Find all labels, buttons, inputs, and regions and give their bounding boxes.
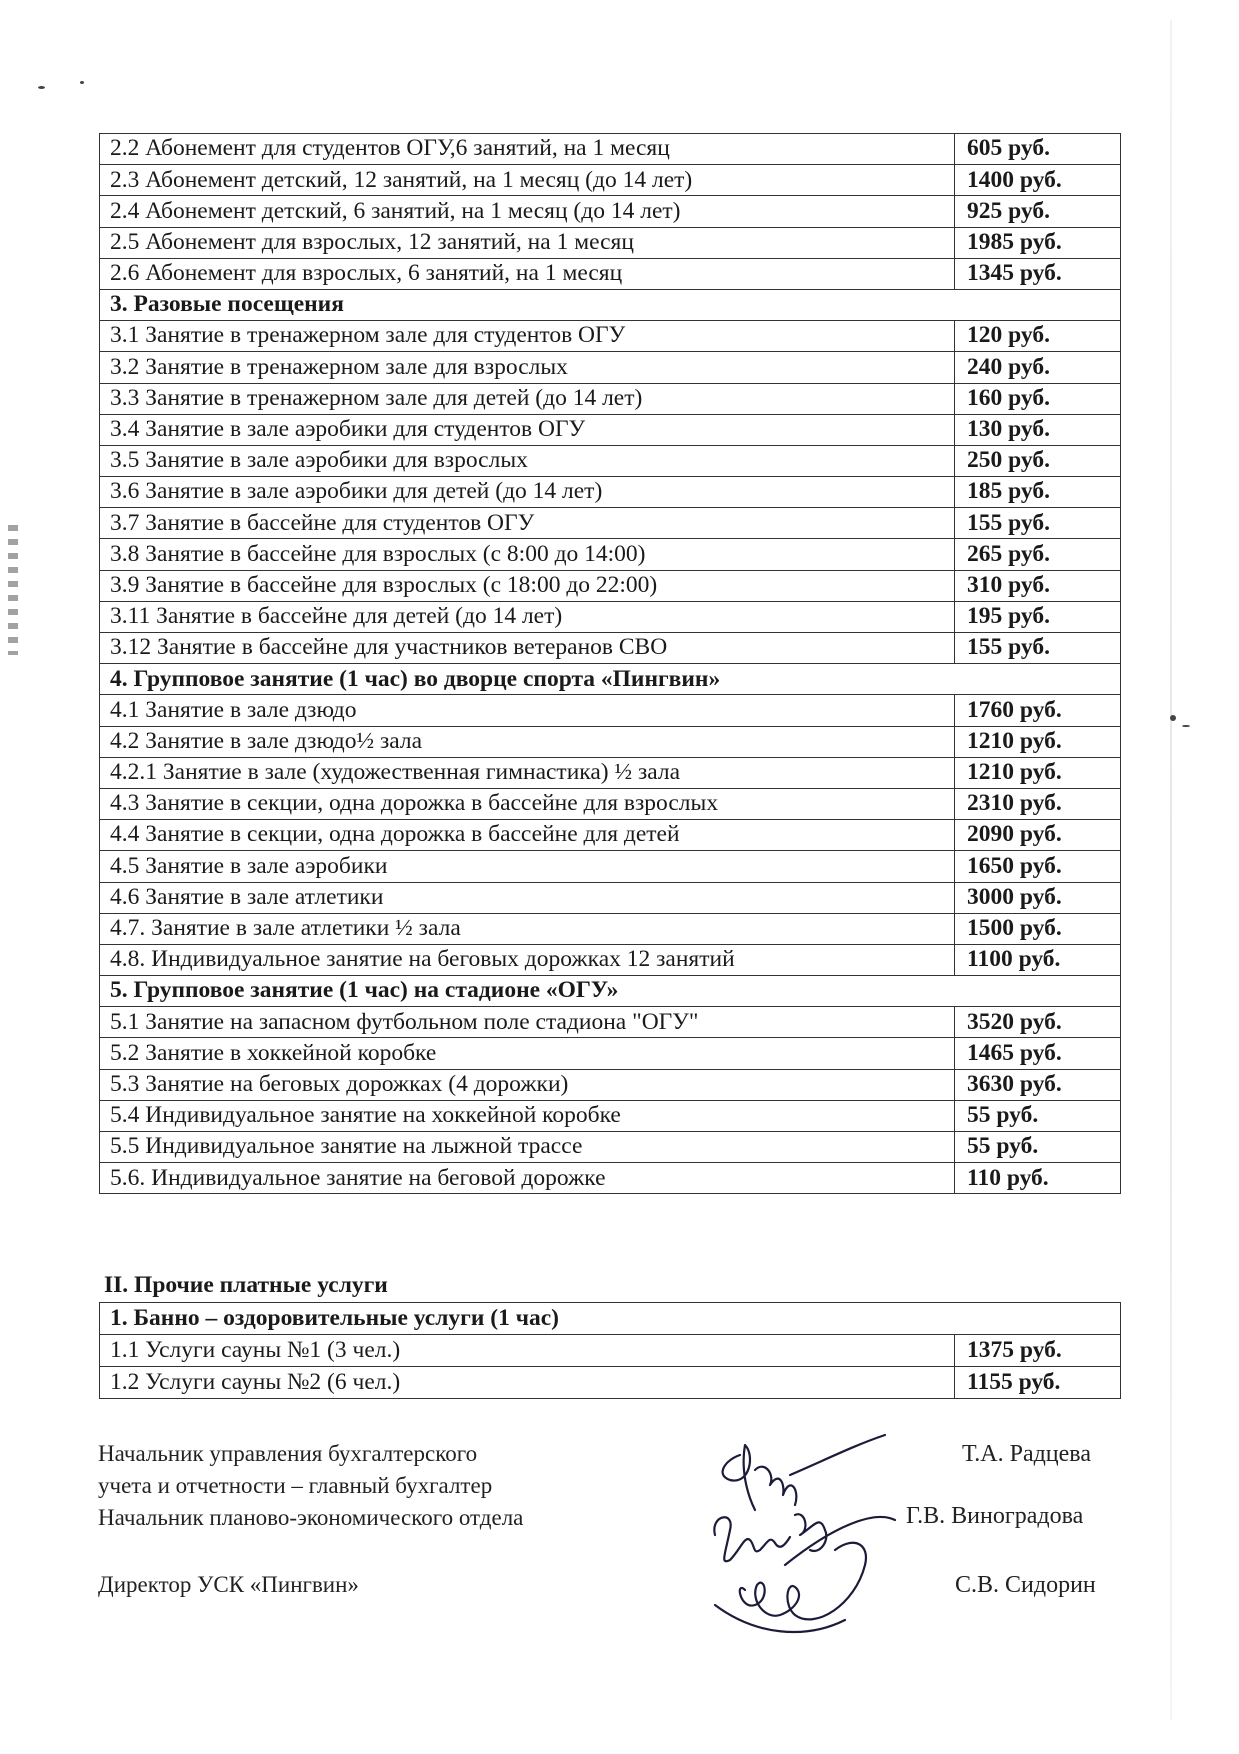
service-label: 4.6 Занятие в зале атлетики <box>100 882 955 913</box>
service-label: 2.4 Абонемент детский, 6 занятий, на 1 месяц (до 14 лет) <box>100 196 955 227</box>
service-price: 1985 руб. <box>955 227 1121 258</box>
bath-section-title: 1. Банно – оздоровительные услуги (1 час) <box>100 1303 1121 1335</box>
service-label: 4.4 Занятие в секции, одна дорожка в бассейне для детей <box>100 820 955 851</box>
service-label: 4.2 Занятие в зале дзюдо½ зала <box>100 726 955 757</box>
service-price: 195 руб. <box>955 601 1121 632</box>
service-price: 1500 руб. <box>955 913 1121 944</box>
signatory-title-line: Начальник планово-экономического отдела <box>98 1505 524 1530</box>
signature-stroke <box>755 1467 796 1505</box>
table-row <box>100 134 1121 165</box>
service-label: 2.2 Абонемент для студентов ОГУ,6 занятий, на 1 месяц <box>100 134 955 165</box>
bath-section-row <box>100 1303 1121 1335</box>
service-label: 5.1 Занятие на запасном футбольном поле стадиона "ОГУ" <box>100 1007 955 1038</box>
table-row <box>100 1132 1121 1163</box>
table-row <box>100 383 1121 414</box>
service-price: 605 руб. <box>955 134 1121 165</box>
service-label: 2.6 Абонемент для взрослых, 6 занятий, на 1 месяц <box>100 258 955 289</box>
table-row <box>100 414 1121 445</box>
service-price: 155 руб. <box>955 508 1121 539</box>
service-price: 160 руб. <box>955 383 1121 414</box>
table-row <box>100 851 1121 882</box>
table-row <box>100 508 1121 539</box>
service-label: 4.8. Индивидуальное занятие на беговых дорожках 12 занятий <box>100 944 955 975</box>
signatory-title-line: Начальник управления бухгалтерского <box>98 1441 478 1466</box>
service-label: 5.6. Индивидуальное занятие на беговой дорожке <box>100 1163 955 1194</box>
table-row <box>100 258 1121 289</box>
section-row <box>100 289 1121 320</box>
scan-speck <box>1182 725 1190 727</box>
service-label: 3.2 Занятие в тренажерном зале для взрослых <box>100 352 955 383</box>
table-row <box>100 944 1121 975</box>
table-row <box>100 227 1121 258</box>
service-label: 3.4 Занятие в зале аэробики для студентов ОГУ <box>100 414 955 445</box>
service-label: 3.5 Занятие в зале аэробики для взрослых <box>100 445 955 476</box>
scan-margin-mark <box>8 525 18 655</box>
table-row <box>100 1367 1121 1399</box>
service-label: 3.7 Занятие в бассейне для студентов ОГУ <box>100 508 955 539</box>
service-label: 3.1 Занятие в тренажерном зале для студентов ОГУ <box>100 321 955 352</box>
service-price: 185 руб. <box>955 477 1121 508</box>
table-row <box>100 477 1121 508</box>
service-label: 4.7. Занятие в зале атлетики ½ зала <box>100 913 955 944</box>
service-label: 4.1 Занятие в зале дзюдо <box>100 695 955 726</box>
section-title: 4. Групповое занятие (1 час) во дворце спорта «Пингвин» <box>100 664 1121 695</box>
table-row <box>100 570 1121 601</box>
signatory-name: Г.В. Виноградова <box>906 1503 1084 1529</box>
service-price: 130 руб. <box>955 414 1121 445</box>
signatory-name: Т.А. Радцева <box>962 1441 1091 1467</box>
service-label: 2.5 Абонемент для взрослых, 12 занятий, на 1 месяц <box>100 227 955 258</box>
part-ii-heading: II. Прочие платные услуги <box>104 1272 388 1298</box>
service-price: 1210 руб. <box>955 757 1121 788</box>
service-label: 1.2 Услуги сауны №2 (6 чел.) <box>100 1367 955 1399</box>
signature-stroke <box>740 1543 866 1620</box>
service-price: 3630 руб. <box>955 1069 1121 1100</box>
service-price: 1650 руб. <box>955 851 1121 882</box>
service-label: 3.3 Занятие в тренажерном зале для детей (до 14 лет) <box>100 383 955 414</box>
handwritten-signatures <box>695 1415 935 1645</box>
table-row <box>100 539 1121 570</box>
scan-edge <box>1170 20 1172 1720</box>
service-label: 5.3 Занятие на беговых дорожках (4 дорожки) <box>100 1069 955 1100</box>
table-row <box>100 196 1121 227</box>
service-label: 3.6 Занятие в зале аэробики для детей (до 14 лет) <box>100 477 955 508</box>
signatory-name: С.В. Сидорин <box>955 1572 1096 1598</box>
signatory-title-line: учета и отчетности – главный бухгалтер <box>98 1473 493 1498</box>
service-price: 1345 руб. <box>955 258 1121 289</box>
section-row <box>100 664 1121 695</box>
signature-stroke <box>790 1435 885 1475</box>
table-row <box>100 1335 1121 1367</box>
service-label: 4.2.1 Занятие в зале (художественная гимнастика) ½ зала <box>100 757 955 788</box>
table-row <box>100 165 1121 196</box>
table-row <box>100 1069 1121 1100</box>
service-label: 3.12 Занятие в бассейне для участников ветеранов СВО <box>100 633 955 664</box>
service-price: 1100 руб. <box>955 944 1121 975</box>
table-row <box>100 1163 1121 1194</box>
table-row <box>100 820 1121 851</box>
service-price: 1375 руб. <box>955 1335 1121 1367</box>
table-row <box>100 633 1121 664</box>
table-row <box>100 726 1121 757</box>
section-row <box>100 976 1121 1007</box>
table-row <box>100 1007 1121 1038</box>
service-price: 110 руб. <box>955 1163 1121 1194</box>
service-price: 3000 руб. <box>955 882 1121 913</box>
table-row <box>100 913 1121 944</box>
service-price: 1465 руб. <box>955 1038 1121 1069</box>
service-label: 5.2 Занятие в хоккейной коробке <box>100 1038 955 1069</box>
scan-speck <box>80 81 84 84</box>
service-label: 3.8 Занятие в бассейне для взрослых (с 8:00 до 14:00) <box>100 539 955 570</box>
section-title: 3. Разовые посещения <box>100 289 1121 320</box>
signature-stroke <box>714 1517 790 1561</box>
scan-speck <box>1170 715 1176 721</box>
bath-table <box>99 1302 1121 1399</box>
service-price: 1155 руб. <box>955 1367 1121 1399</box>
table-row <box>100 695 1121 726</box>
service-price: 155 руб. <box>955 633 1121 664</box>
table-row <box>100 445 1121 476</box>
signature-stroke <box>723 1445 755 1510</box>
service-price: 55 руб. <box>955 1132 1121 1163</box>
service-price: 265 руб. <box>955 539 1121 570</box>
service-price: 310 руб. <box>955 570 1121 601</box>
table-row <box>100 788 1121 819</box>
service-price: 2090 руб. <box>955 820 1121 851</box>
service-price: 250 руб. <box>955 445 1121 476</box>
service-price: 1760 руб. <box>955 695 1121 726</box>
service-label: 5.5 Индивидуальное занятие на лыжной трассе <box>100 1132 955 1163</box>
scan-speck <box>38 86 45 89</box>
service-label: 4.3 Занятие в секции, одна дорожка в бассейне для взрослых <box>100 788 955 819</box>
table-row <box>100 352 1121 383</box>
signature-stroke <box>785 1517 895 1565</box>
service-label: 3.11 Занятие в бассейне для детей (до 14 лет) <box>100 601 955 632</box>
service-price: 120 руб. <box>955 321 1121 352</box>
service-label: 1.1 Услуги сауны №1 (3 чел.) <box>100 1335 955 1367</box>
table-row <box>100 1038 1121 1069</box>
service-price: 55 руб. <box>955 1100 1121 1131</box>
table-row <box>100 882 1121 913</box>
service-price: 925 руб. <box>955 196 1121 227</box>
service-price: 3520 руб. <box>955 1007 1121 1038</box>
service-label: 4.5 Занятие в зале аэробики <box>100 851 955 882</box>
section-title: 5. Групповое занятие (1 час) на стадионе «ОГУ» <box>100 976 1121 1007</box>
service-price: 240 руб. <box>955 352 1121 383</box>
service-label: 3.9 Занятие в бассейне для взрослых (с 18:00 до 22:00) <box>100 570 955 601</box>
service-price: 1400 руб. <box>955 165 1121 196</box>
price-table <box>99 133 1121 1194</box>
service-label: 5.4 Индивидуальное занятие на хоккейной коробке <box>100 1100 955 1131</box>
service-price: 1210 руб. <box>955 726 1121 757</box>
table-row <box>100 757 1121 788</box>
table-row <box>100 601 1121 632</box>
signature-stroke <box>715 1605 845 1632</box>
table-row <box>100 321 1121 352</box>
service-label: 2.3 Абонемент детский, 12 занятий, на 1 месяц (до 14 лет) <box>100 165 955 196</box>
table-row <box>100 1100 1121 1131</box>
service-price: 2310 руб. <box>955 788 1121 819</box>
signatory-title-line: Директор УСК «Пингвин» <box>98 1572 359 1597</box>
